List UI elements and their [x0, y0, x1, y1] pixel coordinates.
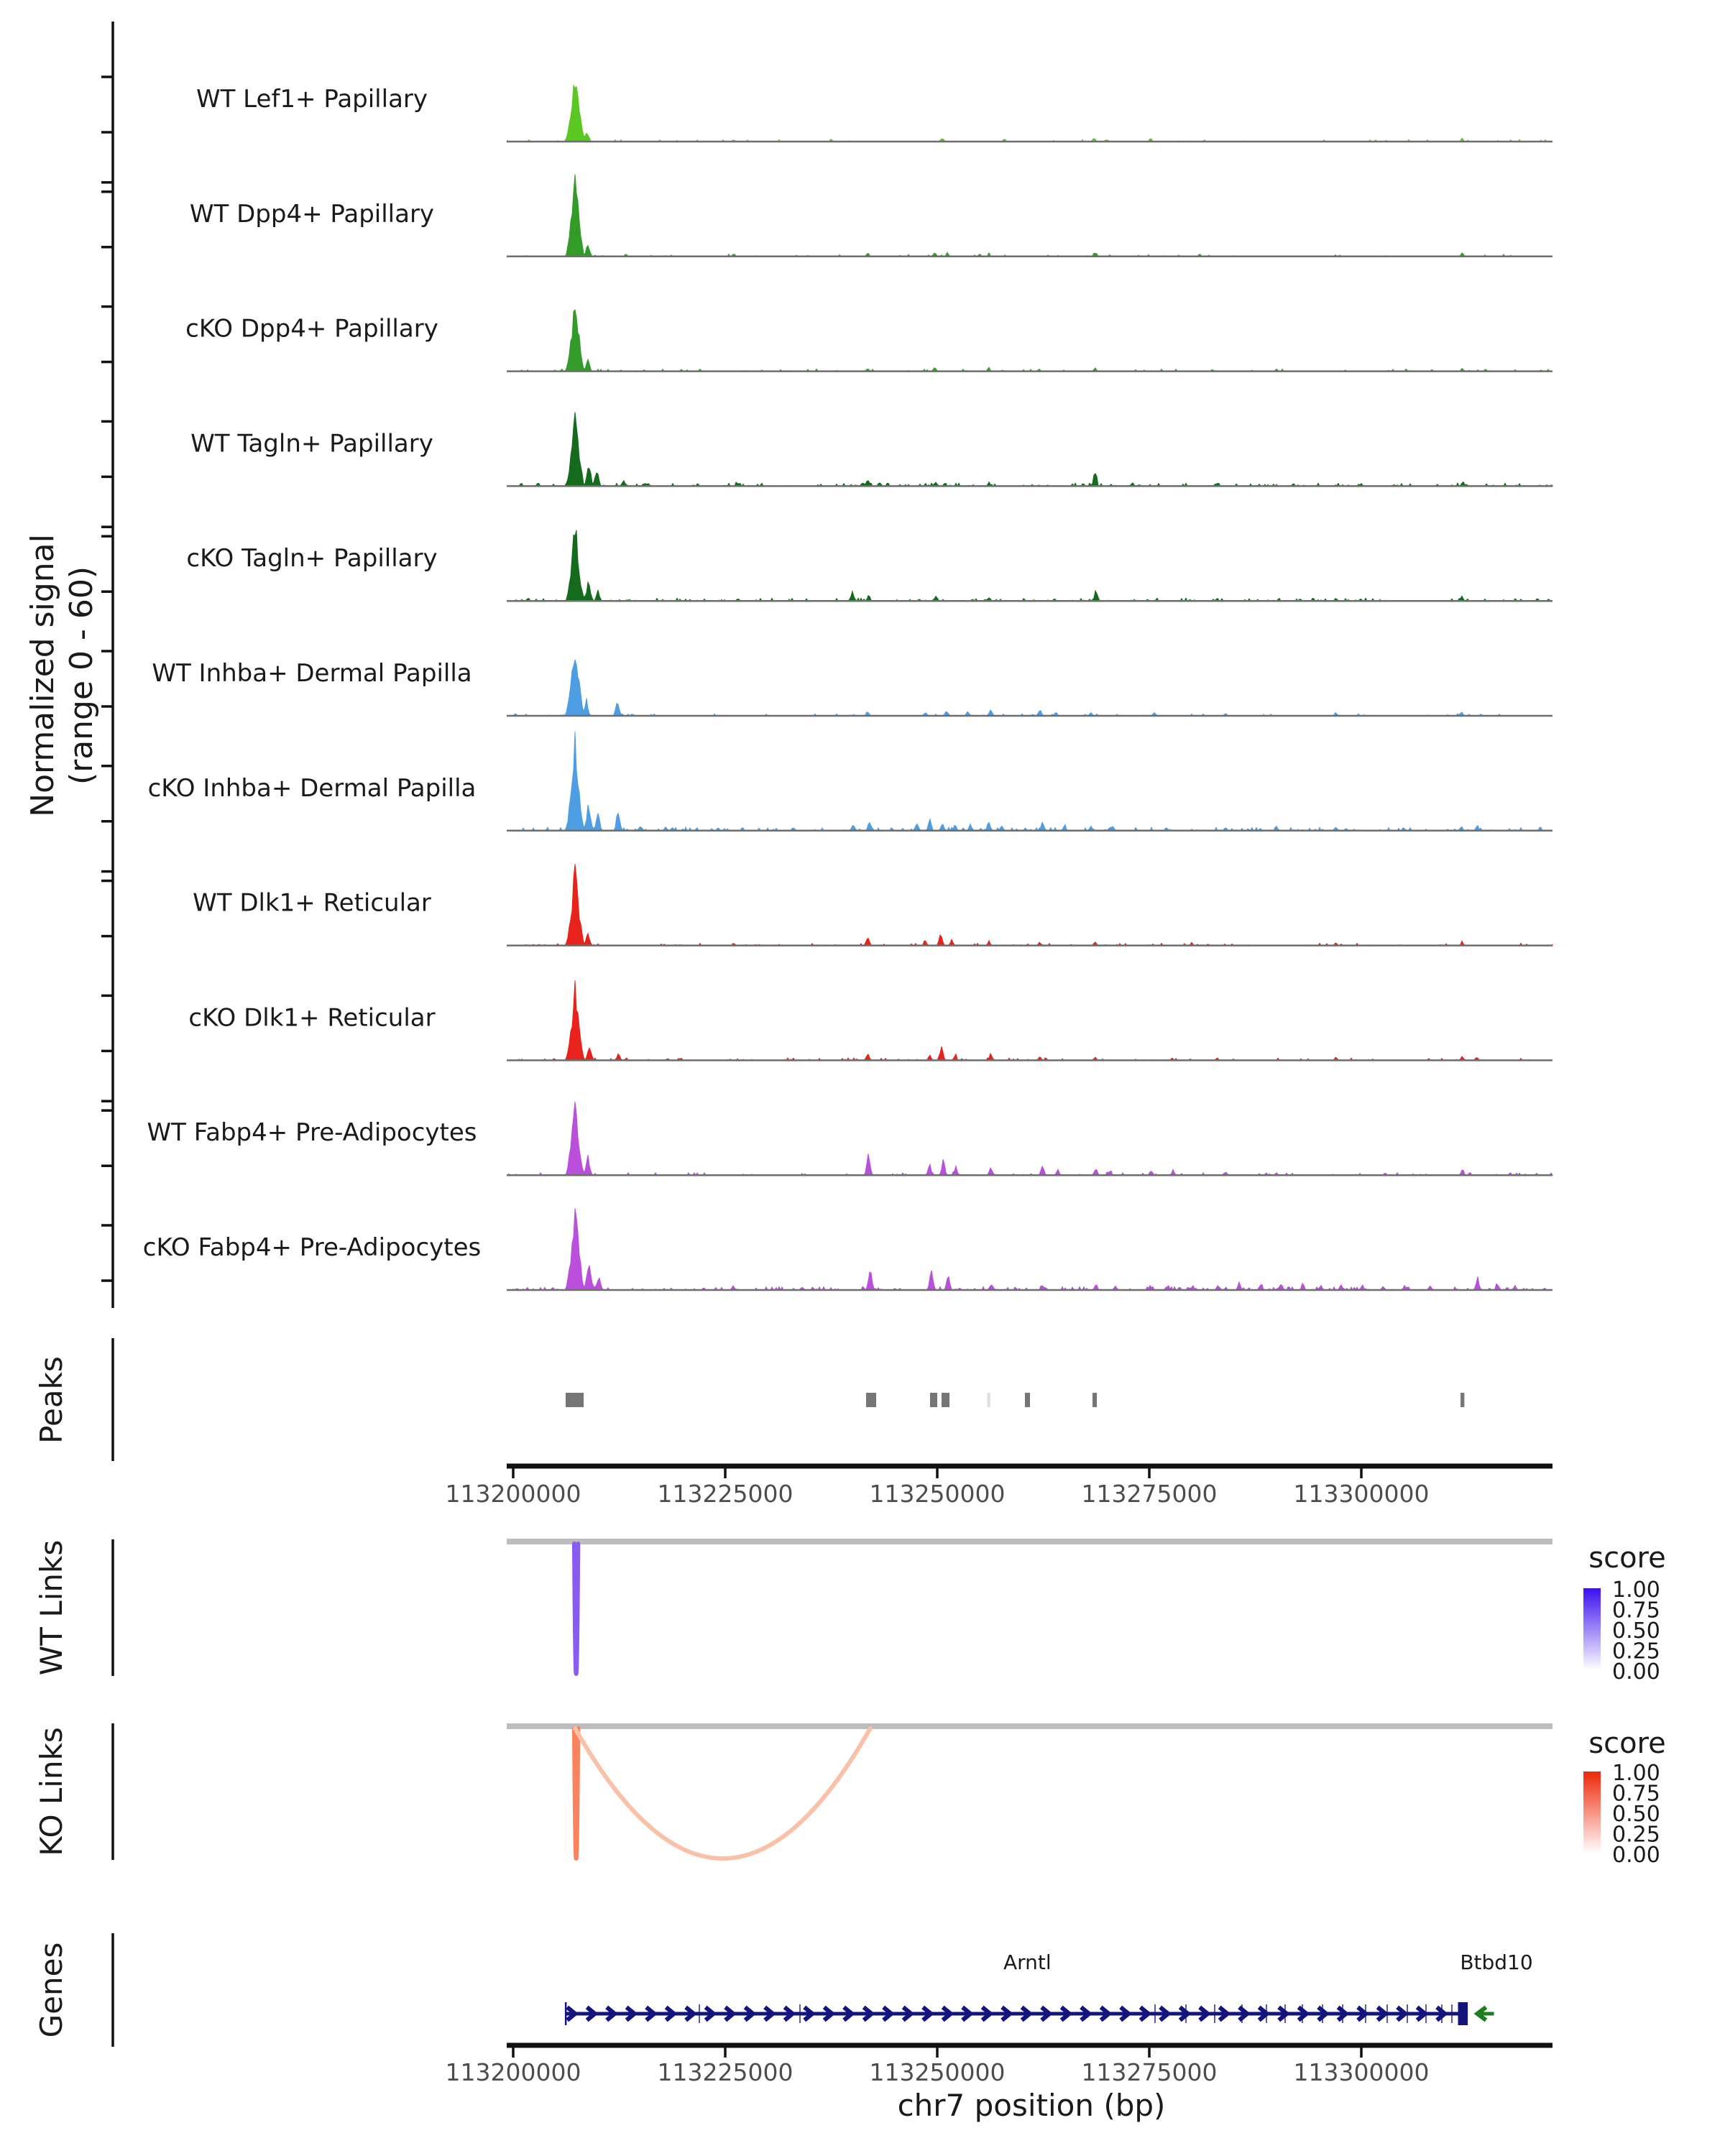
- ko-score-legend-title: score: [1588, 1727, 1666, 1760]
- peak-interval-7: [1460, 1393, 1464, 1407]
- score-legend-value: 0.50: [1612, 1618, 1660, 1644]
- track-label-1: WT Dpp4+ Papillary: [189, 199, 435, 229]
- signal-area-10: [507, 1208, 1552, 1290]
- track-label-9: WT Fabp4+ Pre-Adipocytes: [147, 1118, 477, 1148]
- peak-interval-5: [1025, 1393, 1030, 1407]
- axis-tick-label: 113275000: [1081, 2058, 1218, 2086]
- axis-tick-label: 113225000: [657, 2058, 794, 2086]
- peak-interval-4: [988, 1393, 990, 1407]
- y-axis-label-line1: Normalized signal: [24, 534, 61, 817]
- track-label-8: cKO Dlk1+ Reticular: [188, 1003, 436, 1033]
- wt-link-arc-0: [574, 1544, 578, 1674]
- peak-interval-6: [1092, 1393, 1097, 1407]
- score-legend-value: 1.00: [1612, 1577, 1660, 1603]
- peak-interval-3: [942, 1393, 949, 1407]
- y-axis-label-line2: (range 0 - 60): [63, 566, 100, 786]
- score-legend-value: 0.25: [1612, 1639, 1660, 1664]
- score-legend-value: 0.75: [1612, 1598, 1660, 1623]
- arntl-terminal-exon: [1458, 2002, 1468, 2025]
- signal-area-1: [507, 175, 1552, 257]
- track-label-4: cKO Tagln+ Papillary: [186, 544, 438, 573]
- track-label-5: WT Inhba+ Dermal Papilla: [152, 659, 472, 688]
- signal-area-2: [507, 310, 1552, 371]
- x-axis-title: chr7 position (bp): [897, 2088, 1166, 2123]
- ko-score-colorbar: [1583, 1772, 1601, 1853]
- signal-area-0: [507, 86, 1552, 142]
- axis-tick-label: 113250000: [869, 1480, 1006, 1508]
- peak-interval-2: [930, 1393, 937, 1407]
- track-labels: [143, 85, 482, 1262]
- arntl-gene-label: Arntl: [1003, 1950, 1052, 1974]
- signal-area-6: [507, 732, 1552, 831]
- score-legend-value: 0.25: [1612, 1822, 1660, 1848]
- peak-interval-0: [566, 1393, 584, 1407]
- score-legend-value: 0.50: [1612, 1802, 1660, 1827]
- ko-link-arc-0: [574, 1728, 578, 1858]
- axis-tick-label: 113200000: [445, 1480, 581, 1508]
- axis-tick-label: 113225000: [657, 1480, 794, 1508]
- axis-tick-label: 113275000: [1081, 1480, 1218, 1508]
- track-label-3: WT Tagln+ Papillary: [190, 429, 433, 459]
- track-label-10: cKO Fabp4+ Pre-Adipocytes: [142, 1233, 482, 1262]
- track-label-7: WT Dlk1+ Reticular: [193, 888, 431, 918]
- axis-tick-label: 113300000: [1293, 2058, 1430, 2086]
- ko-links-section-label: KO Links: [34, 1727, 69, 1856]
- track-label-6: cKO Inhba+ Dermal Papilla: [147, 773, 477, 803]
- ko-link-arc-1: [575, 1728, 870, 1858]
- track-label-2: cKO Dpp4+ Papillary: [185, 314, 438, 344]
- wt-links-section-label: WT Links: [34, 1539, 69, 1676]
- signal-axis-ticks: [101, 77, 113, 1281]
- axis-tick-label: 113300000: [1293, 1480, 1430, 1508]
- peak-interval-1: [866, 1393, 876, 1407]
- signal-area-4: [507, 530, 1552, 602]
- axis-tick-label: 113200000: [445, 2058, 581, 2086]
- btbd10-gene-label: Btbd10: [1460, 1950, 1533, 1974]
- signal-area-7: [507, 864, 1552, 945]
- links-tracks: [507, 1542, 1552, 1858]
- signal-area-9: [507, 1102, 1552, 1175]
- signal-tracks: [507, 86, 1552, 1290]
- score-legend-value: 0.75: [1612, 1781, 1660, 1807]
- peaks-section-label: Peaks: [34, 1356, 69, 1444]
- genome-axis-bottom: [446, 2045, 1552, 2086]
- score-legend-value: 0.00: [1612, 1659, 1660, 1685]
- score-legend-value: 0.00: [1612, 1843, 1660, 1868]
- axis-tick-label: 113250000: [869, 2058, 1006, 2086]
- track-label-0: WT Lef1+ Papillary: [196, 85, 428, 114]
- signal-area-3: [507, 413, 1552, 487]
- peaks-track: [566, 1393, 1464, 1407]
- genome-axis-top: [446, 1466, 1552, 1508]
- signal-area-8: [507, 980, 1552, 1060]
- wt-score-colorbar: [1583, 1588, 1601, 1670]
- score-legend-value: 1.00: [1612, 1761, 1660, 1786]
- signal-area-5: [507, 660, 1552, 716]
- wt-score-legend: [1583, 1542, 1666, 1685]
- gene-models: [566, 1950, 1533, 2025]
- wt-score-legend-title: score: [1588, 1542, 1666, 1575]
- ko-score-legend: [1583, 1727, 1666, 1868]
- genes-section-label: Genes: [34, 1942, 69, 2038]
